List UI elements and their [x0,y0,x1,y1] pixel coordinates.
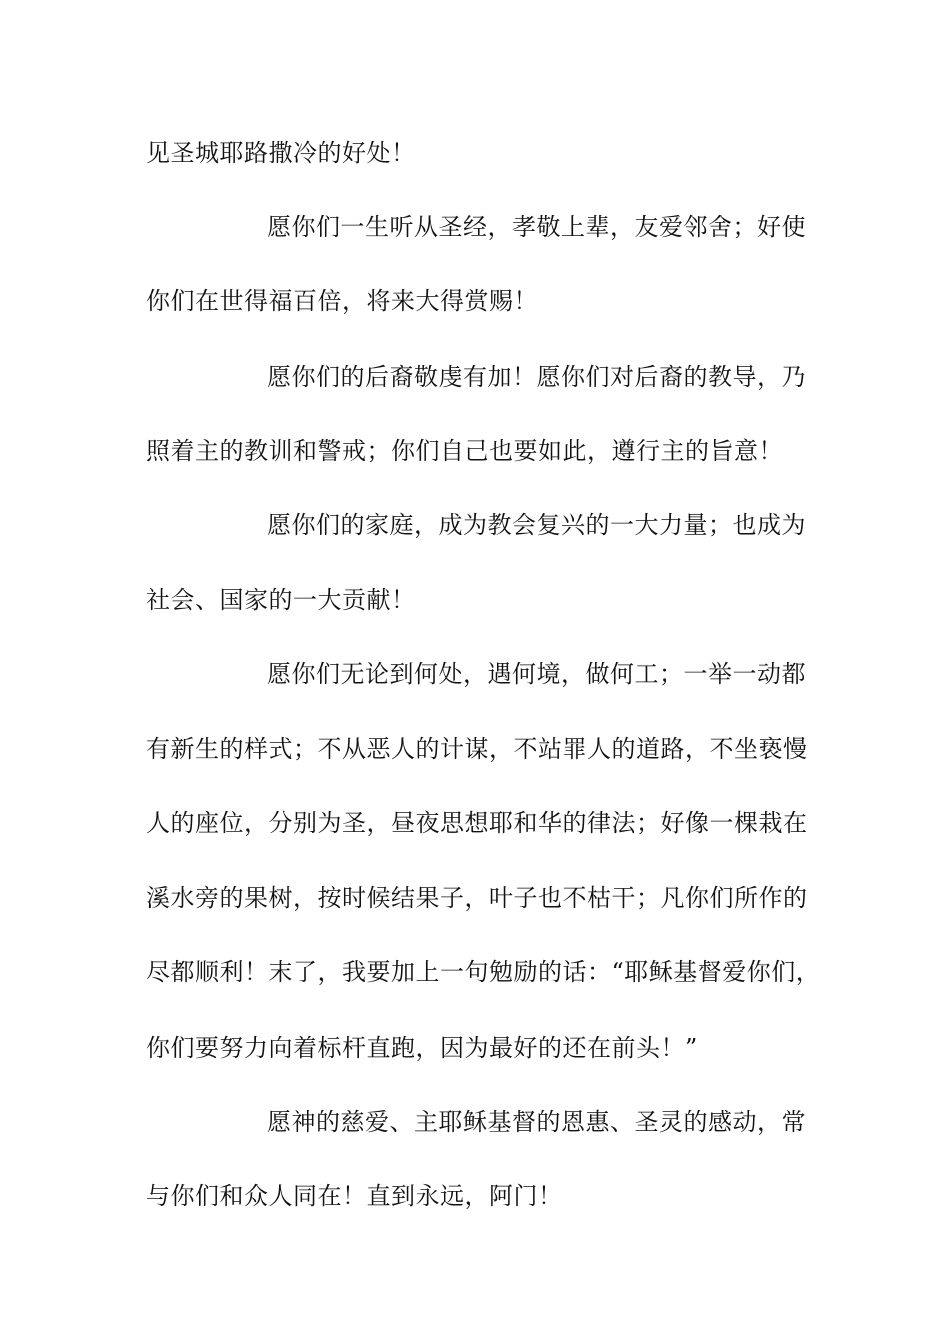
text-line: 你们在世得福百倍，将来大得赏赐！ [146,287,538,315]
text-line: 见圣城耶路撒冷的好处！ [146,139,416,167]
text-line: 你们要努力向着标杆直跑，因为最好的还在前头！” [146,1034,698,1062]
paragraph-start-line: 愿你们一生听从圣经，孝敬上辈，友爱邻舍；好使 [267,213,806,241]
paragraph-start-line: 愿你们无论到何处，遇何境，做何工；一举一动都 [267,660,806,688]
text-line: 溪水旁的果树，按时候结果子，叶子也不枯干；凡你们所作的 [146,884,808,912]
text-line: 社会、国家的一大贡献！ [146,586,416,614]
text-line: 有新生的样式；不从恶人的计谋，不站罪人的道路，不坐亵慢 [146,735,808,763]
paragraph-start-line: 愿你们的家庭，成为教会复兴的一大力量；也成为 [267,511,806,539]
text-line: 与你们和众人同在！直到永远，阿门！ [146,1182,563,1210]
paragraph-start-line: 愿你们的后裔敬虔有加！愿你们对后裔的教导，乃 [267,363,806,391]
text-line: 人的座位，分别为圣，昼夜思想耶和华的律法；好像一棵栽在 [146,809,808,837]
text-line: 尽都顺利！末了，我要加上一句勉励的话：“耶稣基督爱你们， [146,958,821,986]
text-line: 照着主的教训和警戒；你们自己也要如此，遵行主的旨意！ [146,437,783,465]
paragraph-start-line: 愿神的慈爱、主耶稣基督的恩惠、圣灵的感动，常 [267,1108,806,1136]
